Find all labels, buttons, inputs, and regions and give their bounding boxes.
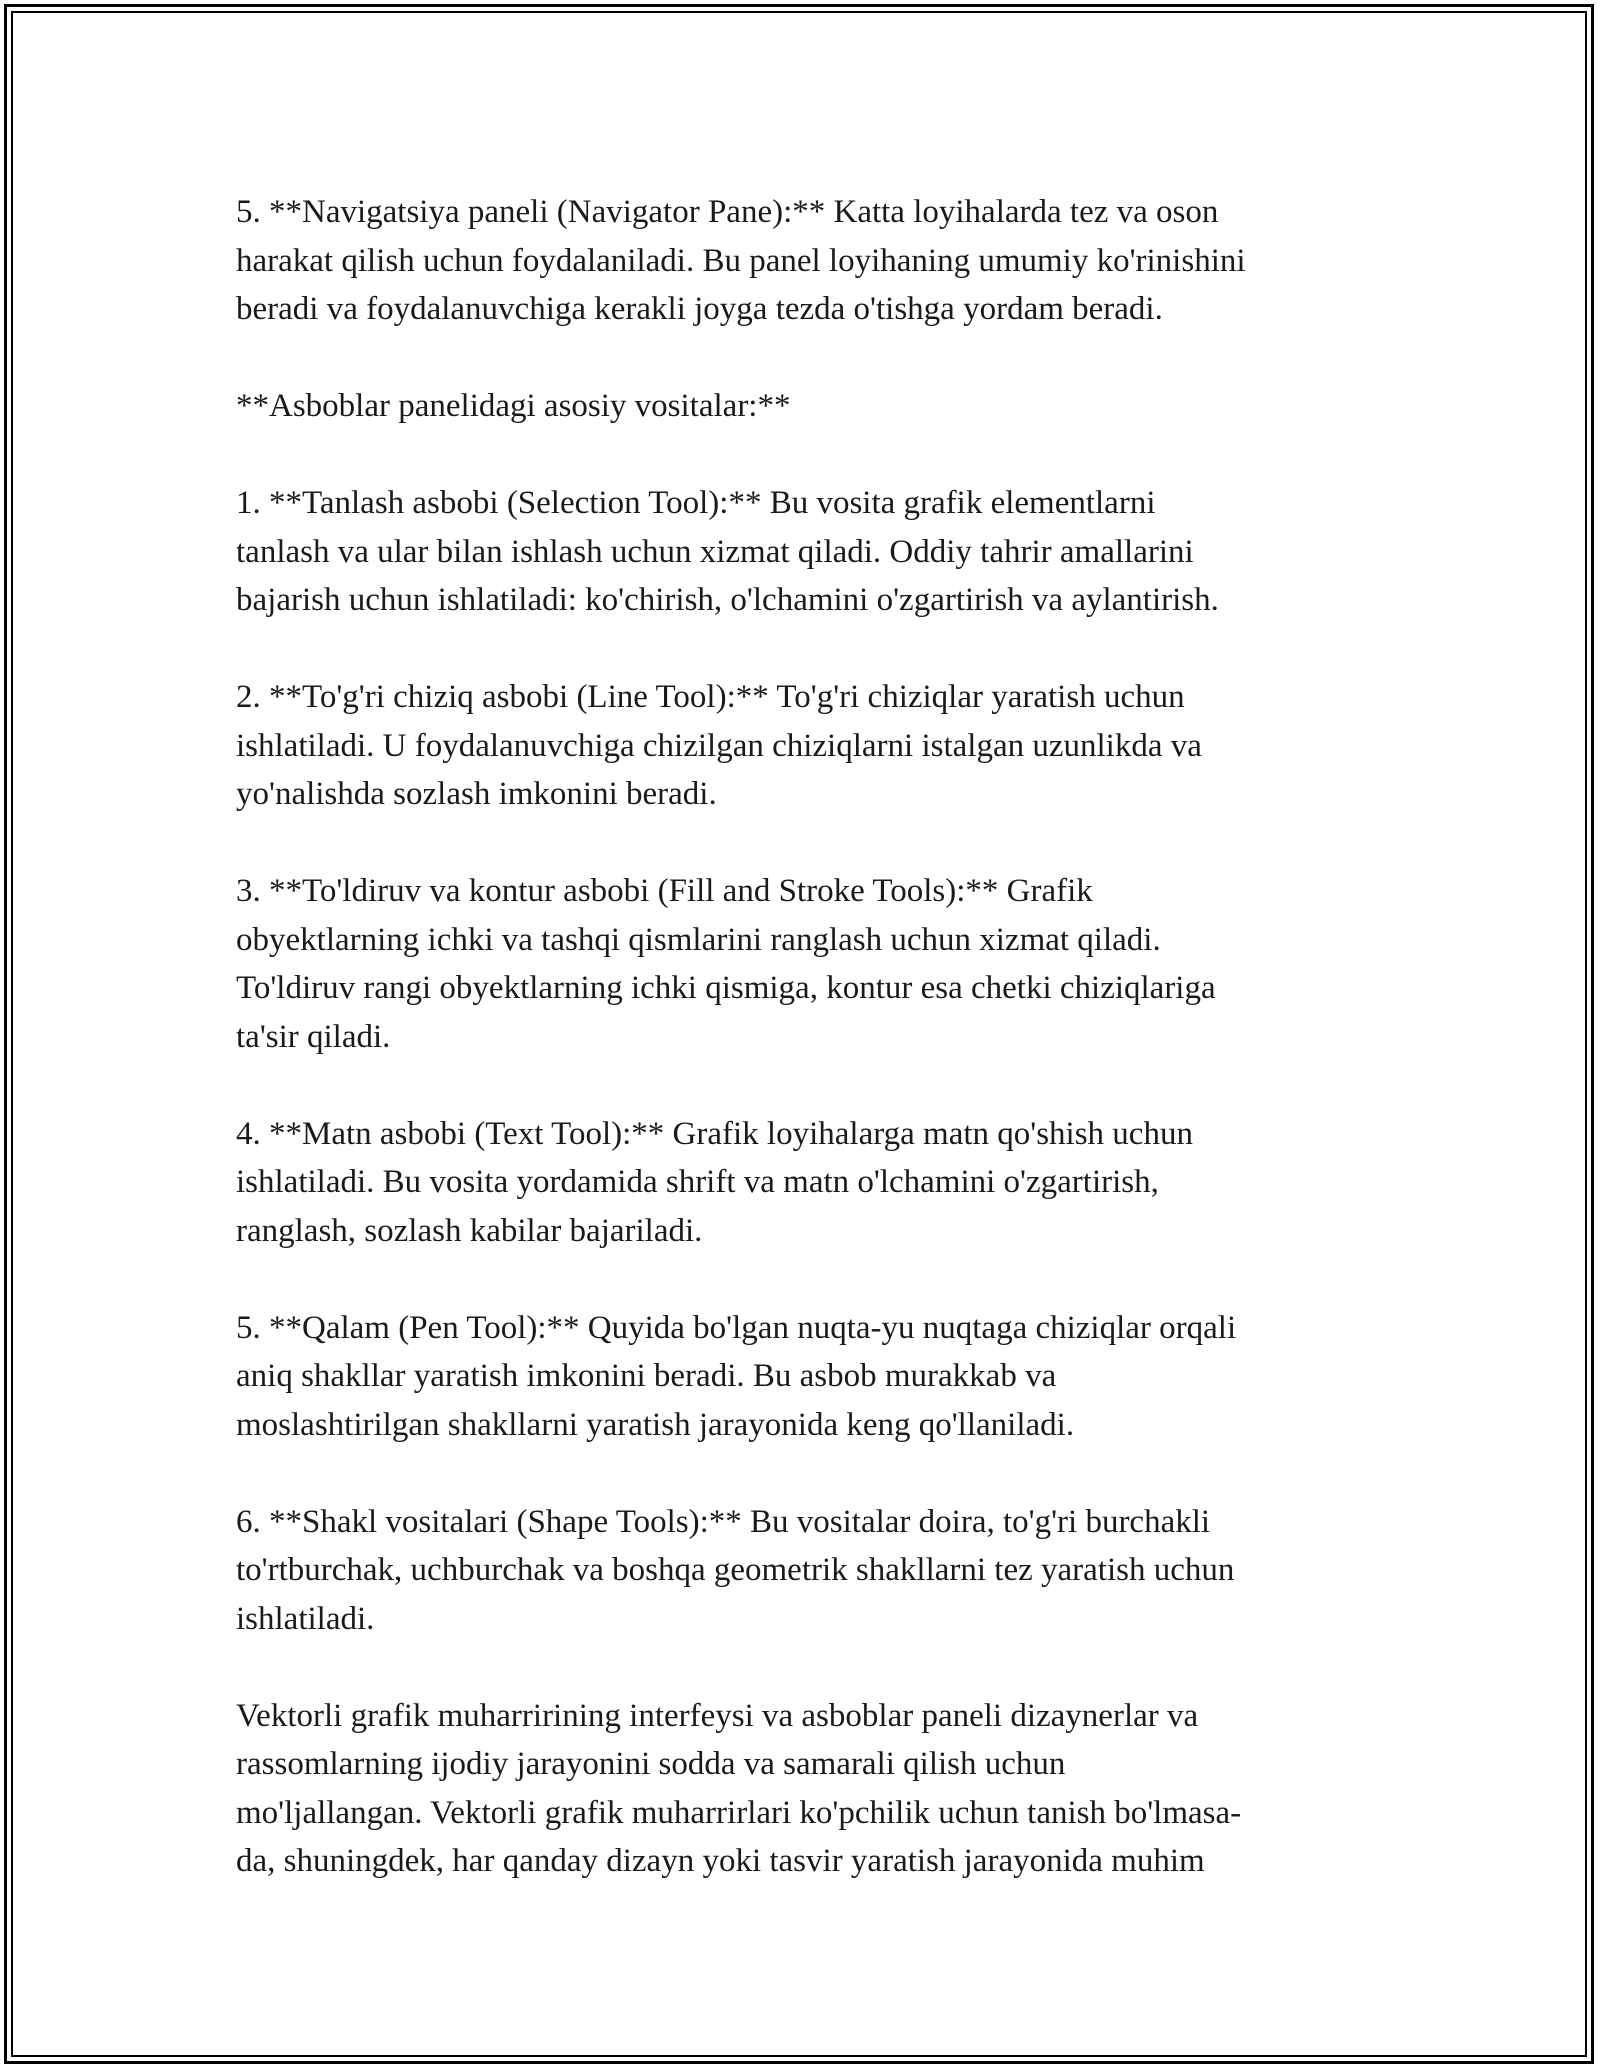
text-line: beradi va foydalanuvchiga kerakli joyga tezda o'tishga yordam beradi. (236, 291, 1163, 327)
text-line: to'rtburchak, uchburchak va boshqa geometrik shakllarni tez yaratish uchun (236, 1552, 1235, 1588)
text-line: 1. **Tanlash asbobi (Selection Tool):** Bu vosita grafik elementlarni (236, 485, 1156, 521)
text-line: 6. **Shakl vositalari (Shape Tools):** Bu vositalar doira, to'g'ri burchakli (236, 1503, 1211, 1540)
text-line: rassomlarning ijodiy jarayonini sodda va samarali qilish uchun (236, 1746, 1066, 1782)
text-line: **Asboblar panelidagi asosiy vositalar:** (236, 388, 791, 424)
text-line: ranglash, sozlash kabilar bajariladi. (236, 1212, 703, 1249)
paragraph-pen-tool (236, 1304, 1366, 1450)
section-heading-tools (236, 382, 1366, 431)
text-line: 2. **To'g'ri chiziq asbobi (Line Tool):** To'g'ri chiziqlar yaratish uchun (236, 679, 1185, 715)
document-body (236, 188, 1366, 1886)
text-line: ishlatiladi. Bu vosita yordamida shrift va matn o'lchamini o'zgartirish, (236, 1164, 1159, 1200)
text-line: 4. **Matn asbobi (Text Tool):** Grafik loyihalarga matn qo'shish uchun (236, 1115, 1193, 1152)
text-line: ishlatiladi. (236, 1600, 375, 1637)
text-line: ishlatiladi. U foydalanuvchiga chizilgan chiziqlarni istalgan uzunlikda va (236, 727, 1202, 764)
text-line: da, shuningdek, har qanday dizayn yoki tasvir yaratish jarayonida muhim (236, 1843, 1205, 1879)
text-line: Vektorli grafik muharririning interfeysi va asboblar paneli dizaynerlar va (236, 1697, 1199, 1734)
paragraph-line-tool (236, 673, 1366, 819)
text-line: 3. **To'ldiruv va kontur asbobi (Fill and Stroke Tools):** Grafik (236, 873, 1093, 909)
text-line: obyektlarning ichki va tashqi qismlarini ranglash uchun xizmat qiladi. (236, 921, 1161, 958)
paragraph-shape-tools (236, 1498, 1366, 1644)
text-line: aniq shakllar yaratish imkonini beradi. Bu asbob murakkab va (236, 1358, 1057, 1394)
paragraph-text-tool (236, 1110, 1366, 1256)
text-line: 5. **Qalam (Pen Tool):** Quyida bo'lgan nuqta-yu nuqtaga chiziqlar orqali (236, 1309, 1237, 1346)
text-line: yo'nalishda sozlash imkonini beradi. (236, 776, 717, 812)
text-line: To'ldiruv rangi obyektlarning ichki qismiga, kontur esa chetki chiziqlariga (236, 970, 1216, 1006)
text-line: mo'ljallangan. Vektorli grafik muharrirlari ko'pchilik uchun tanish bo'lmasa- (236, 1794, 1242, 1831)
text-line: harakat qilish uchun foydalaniladi. Bu panel loyihaning umumiy ko'rinishini (236, 242, 1246, 279)
text-line: 5. **Navigatsiya paneli (Navigator Pane):** Katta loyihalarda tez va oson (236, 194, 1219, 230)
paragraph-navigator-pane (236, 188, 1366, 334)
text-line: ta'sir qiladi. (236, 1018, 391, 1055)
text-line: bajarish uchun ishlatiladi: ko'chirish, o'lchamini o'zgartirish va aylantirish. (236, 582, 1219, 618)
paragraph-conclusion (236, 1692, 1366, 1886)
paragraph-selection-tool (236, 479, 1366, 625)
text-line: tanlash va ular bilan ishlash uchun xizmat qiladi. Oddiy tahrir amallarini (236, 533, 1194, 570)
paragraph-fill-stroke-tools (236, 867, 1366, 1061)
text-line: moslashtirilgan shakllarni yaratish jarayonida keng qo'llaniladi. (236, 1406, 1075, 1443)
